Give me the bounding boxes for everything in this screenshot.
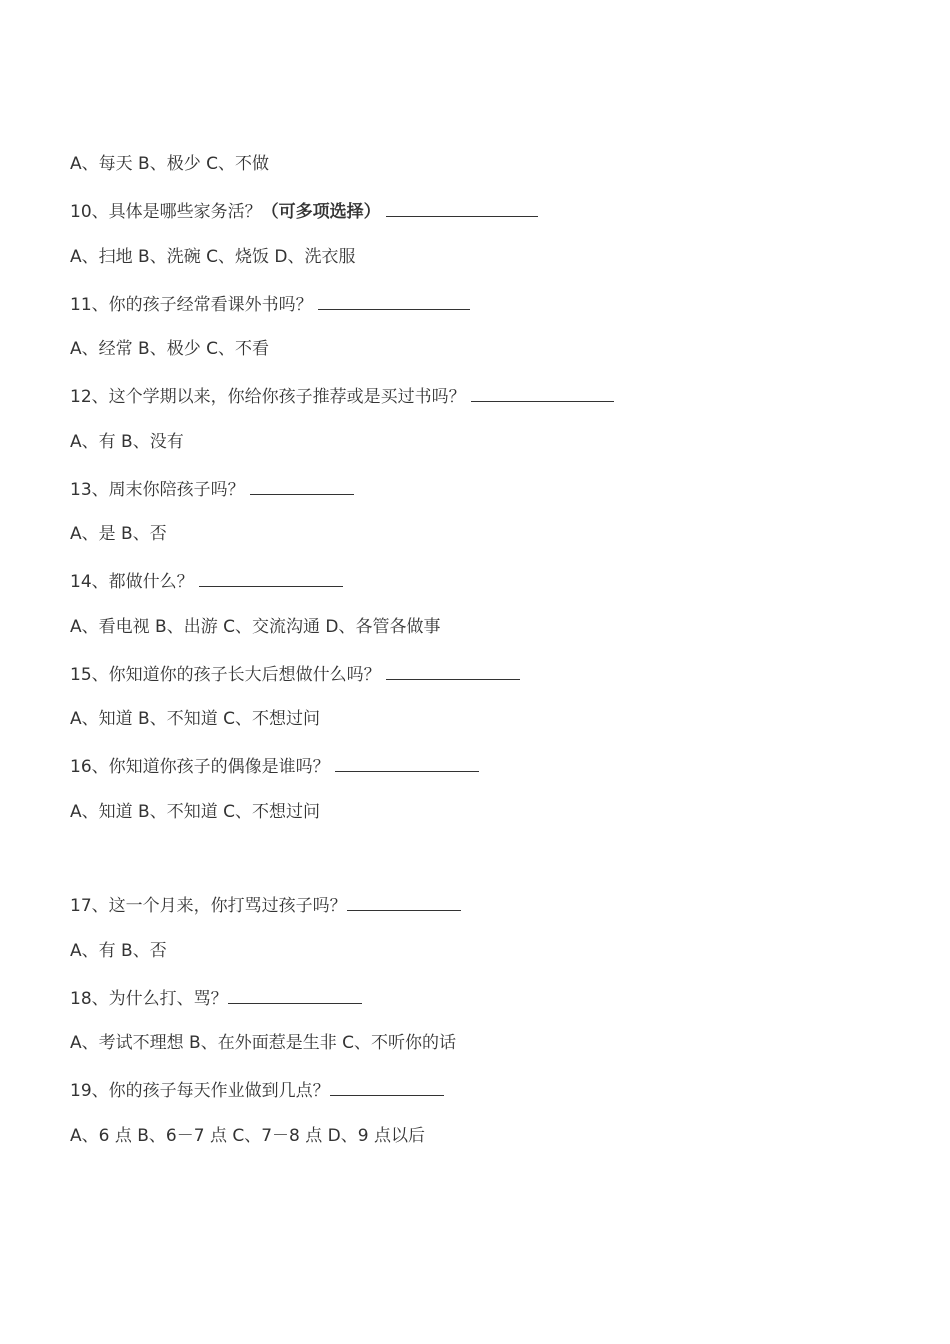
- question-line-13: [70, 476, 354, 502]
- option-text: A、看电视 B、出游 C、交流沟通 D、各管各做事: [70, 617, 441, 637]
- question-line-15: [70, 661, 520, 687]
- answer-blank[interactable]: [347, 892, 461, 911]
- option-line-10: [70, 245, 355, 269]
- option-line-9: [70, 152, 269, 176]
- question-text: 16、你知道你孩子的偶像是谁吗？: [70, 757, 330, 777]
- option-line-14: [70, 615, 440, 639]
- question-text: 18、为什么打、骂？: [70, 989, 228, 1009]
- question-line-19: [70, 1077, 444, 1103]
- option-text: A、考试不理想 B、在外面惹是生非 C、不听你的话: [70, 1033, 456, 1053]
- question-line-14: [70, 568, 343, 594]
- option-text: A、有 B、没有: [70, 432, 184, 452]
- question-text: 10、具体是哪些家务活？: [70, 202, 262, 222]
- question-text: 17、这一个月来，你打骂过孩子吗？: [70, 896, 347, 916]
- option-line-16: [70, 800, 320, 824]
- answer-blank[interactable]: [199, 568, 343, 587]
- question-text: 12、这个学期以来，你给你孩子推荐或是买过书吗？: [70, 387, 466, 407]
- option-line-11: [70, 337, 269, 361]
- option-line-18: [70, 1031, 456, 1055]
- answer-blank[interactable]: [386, 198, 538, 217]
- answer-blank[interactable]: [386, 661, 520, 680]
- option-line-17: [70, 939, 167, 963]
- option-line-12: [70, 430, 184, 454]
- question-line-17: [70, 892, 461, 918]
- option-text: A、知道 B、不知道 C、不想过问: [70, 709, 320, 729]
- option-line-19: [70, 1124, 425, 1148]
- question-text: 19、你的孩子每天作业做到几点？: [70, 1081, 330, 1101]
- option-text: A、知道 B、不知道 C、不想过问: [70, 802, 320, 822]
- option-text: A、每天 B、极少 C、不做: [70, 154, 269, 174]
- option-text: A、有 B、否: [70, 941, 167, 961]
- question-text: 15、你知道你的孩子长大后想做什么吗？: [70, 665, 381, 685]
- option-line-15: [70, 707, 320, 731]
- option-text: A、是 B、否: [70, 524, 167, 544]
- question-text: 11、你的孩子经常看课外书吗？: [70, 295, 313, 315]
- question-line-16: [70, 753, 479, 779]
- question-text: 13、周末你陪孩子吗？: [70, 480, 245, 500]
- option-text: A、经常 B、极少 C、不看: [70, 339, 269, 359]
- answer-blank[interactable]: [250, 476, 354, 495]
- answer-blank[interactable]: [471, 383, 614, 402]
- question-line-10: [70, 198, 538, 224]
- answer-blank[interactable]: [228, 985, 362, 1004]
- answer-blank[interactable]: [330, 1077, 444, 1096]
- option-text: A、6 点 B、6－7 点 C、7－8 点 D、9 点以后: [70, 1126, 425, 1146]
- question-text: 14、都做什么？: [70, 572, 194, 592]
- option-text: A、扫地 B、洗碗 C、烧饭 D、洗衣服: [70, 247, 356, 267]
- question-line-11: [70, 291, 470, 317]
- question-line-18: [70, 985, 362, 1011]
- question-line-12: [70, 383, 614, 409]
- option-line-13: [70, 522, 167, 546]
- question-note: （可多项选择）: [261, 202, 381, 222]
- answer-blank[interactable]: [318, 291, 470, 310]
- answer-blank[interactable]: [335, 753, 479, 772]
